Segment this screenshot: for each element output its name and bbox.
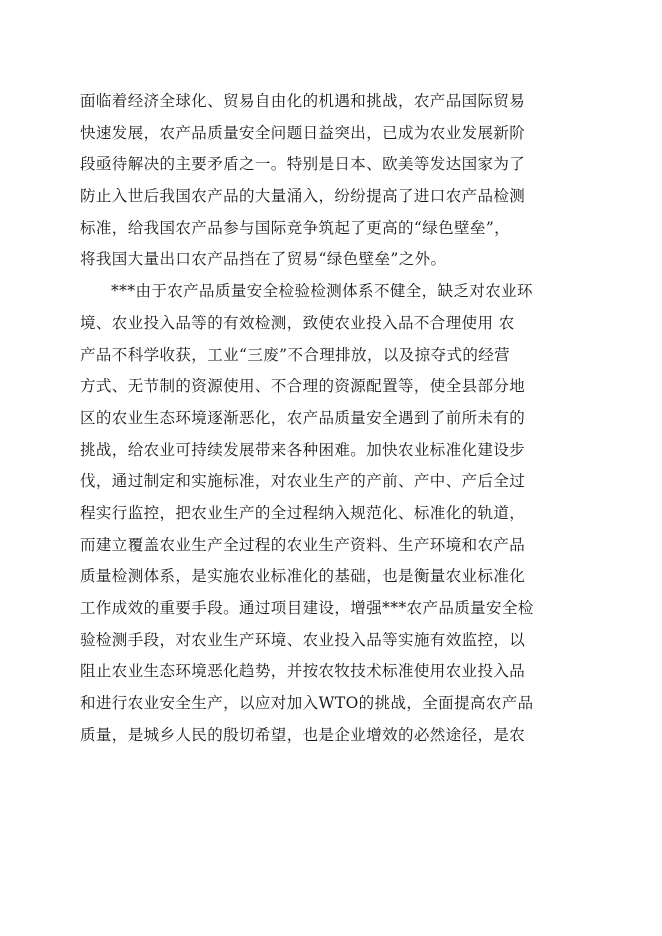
text-line: 区的农业生态环境逐渐恶化，农产品质量安全遇到了前所未有的 (80, 408, 526, 427)
text-line: 方式、无节制的资源使用、不合理的资源配置等，使全县部分地 (80, 377, 526, 396)
text-line: 验检测手段，对农业生产环境、农业投入品等实施有效监控，以 (80, 630, 526, 649)
text-line: 伐，通过制定和实施标准，对农业生产的产前、产中、产后全过 (80, 472, 526, 491)
text-line: 工作成效的重要手段。通过项目建设，增强***农产品质量安全检 (80, 599, 534, 617)
text-line: 质量，是城乡人民的殷切希望，也是企业增效的必然途径，是农 (80, 725, 526, 744)
text-line: 和进行农业安全生产，以应对加入WTO的挑战，全面提高农产品 (80, 694, 534, 713)
text-line: 境、农业投入品等的有效检测，致使农业投入品不合理使用 农 (80, 313, 515, 332)
text-line: 而建立覆盖农业生产全过程的农业生产资料、生产环境和农产品 (80, 535, 526, 554)
text-line: 段亟待解决的主要矛盾之一。特别是日本、欧美等发达国家为了 (80, 155, 526, 174)
text-line: 挑战，给农业可持续发展带来各种困难。加快农业标准化建设步 (80, 440, 526, 459)
paragraph-first-line: ***由于农产品质量安全检验检测体系不健全，缺乏对农业环 (111, 282, 533, 301)
text-line: 快速发展，农产品质量安全问题日益突出，已成为农业发展新阶 (80, 123, 526, 142)
text-line: 产品不科学收获，工业“三废”不合理排放，以及掠夺式的经营 (80, 345, 511, 364)
text-line: 将我国大量出口农产品挡在了贸易“绿色壁垒”之外。 (80, 250, 447, 269)
text-line: 程实行监控，把农业生产的全过程纳入规范化、标准化的轨道， (80, 503, 526, 522)
text-line: 质量检测体系，是实施农业标准化的基础，也是衡量农业标准化 (80, 567, 526, 586)
text-line: 防止入世后我国农产品的大量涌入，纷纷提高了进口农产品检测 (80, 187, 526, 206)
text-line: 阻止农业生态环境恶化趋势，并按农牧技术标准使用农业投入品 (80, 662, 526, 681)
text-line: 面临着经济全球化、贸易自由化的机遇和挑战，农产品国际贸易 (80, 92, 526, 110)
body-text (80, 86, 580, 751)
text-line: 标准，给我国农产品参与国际竞争筑起了更高的“绿色壁垒”， (80, 218, 511, 237)
